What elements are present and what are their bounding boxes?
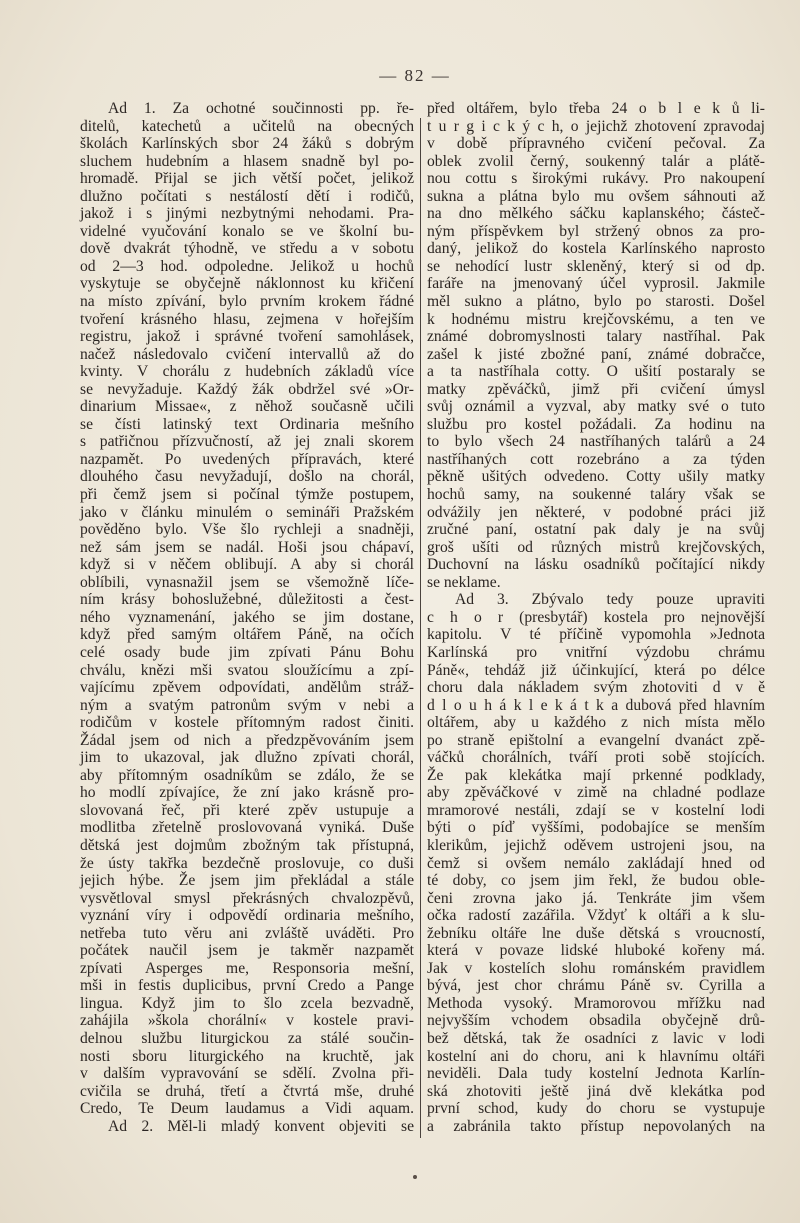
text-line: první schod, kudy do choru se vystupuje bbox=[427, 1100, 765, 1118]
text-line: sluchem hudebním a hlasem snadně byl po- bbox=[80, 152, 414, 170]
text-line: s patřičnou přízvučností, až jej znali skorem bbox=[80, 433, 414, 451]
text-line: aby zpěváčkové v zimě na chladné podlaze bbox=[427, 784, 765, 802]
left-text-column bbox=[80, 100, 414, 1135]
text-line: ho modlí zpívajíce, že zní jako krásně pro- bbox=[80, 784, 414, 802]
text-line: načež následovalo cvičení intervallů až do bbox=[80, 345, 414, 363]
text-line: při čemž jsem si počínal týmže postupem, bbox=[80, 486, 414, 504]
text-line: očka radostí zazářila. Vždyť k oltáři a k slu- bbox=[427, 907, 765, 925]
text-line: když před samým oltářem Páně, na očích bbox=[80, 626, 414, 644]
text-line: vyznání víry i odpovědí ordinaria mešního, bbox=[80, 907, 414, 925]
text-line: t u r g i c k ý c h, o jejichž zhotovení zpravodaj bbox=[427, 117, 765, 135]
text-line: vyskytuje se obyčejně náklonnost ku křičení bbox=[80, 275, 414, 293]
text-line: nosti sboru liturgického na kruchtě, jak bbox=[80, 1047, 414, 1065]
text-line: Ad 3. Zbývalo tedy pouze upraviti bbox=[455, 591, 765, 609]
text-line: známé dobromyslnosti talary nastříhal. Pak bbox=[427, 328, 765, 346]
text-line: čeni zrovna jako já. Tenkráte jim všem bbox=[427, 889, 765, 907]
text-line: pověděno bylo. Vše šlo rychleji a snadněji, bbox=[80, 521, 414, 539]
text-line: slovovaná řeč, při které zpěv ustupuje a bbox=[80, 801, 414, 819]
text-line: se nevyžaduje. Každý žák obdržel své »Or- bbox=[80, 380, 414, 398]
text-line: jakož i s jinými nezbytnými nehodami. Pra- bbox=[80, 205, 414, 223]
text-line: hromadě. Přijal se jich větší počet, jelikož bbox=[80, 170, 414, 188]
text-line: se neklame. bbox=[427, 573, 501, 591]
text-line: faráře na jmenovaný účel vyprosil. Jakmile bbox=[427, 275, 765, 293]
text-line: modlitba zřetelně proslovovaná vyniká. Duše bbox=[80, 819, 414, 837]
text-line: Páně«, tehdáž již účinkující, která po délce bbox=[427, 661, 765, 679]
text-line: Methoda vysoký. Mramorovou mřížku nad bbox=[427, 994, 765, 1012]
text-line: býti o píď vyššími, podobajíce se menším bbox=[427, 819, 765, 837]
text-line: před oltářem, bylo třeba 24 o b l e k ů li- bbox=[427, 100, 765, 117]
text-line: mši in festis duplicibus, první Credo a Pange bbox=[80, 977, 414, 995]
text-line: neviděli. Dala tudy kostelní Jednota Karlín- bbox=[427, 1065, 765, 1083]
text-line: od 2—3 hod. odpoledne. Jelikož u hochů bbox=[80, 257, 414, 275]
text-line: vajícímu zpěvem odpovídati, andělům stráž- bbox=[80, 679, 414, 697]
text-line: rodičům v kostele přítomným radost činiti. bbox=[80, 714, 414, 732]
text-line: cvičila se druhá, třetí a čtvrtá mše, druhé bbox=[80, 1082, 414, 1100]
text-line: ného vyznamenání, jakého se jim dostane, bbox=[80, 608, 414, 626]
text-line: Jak v kostelích slohu románském pravidlem bbox=[427, 959, 765, 977]
text-line: odvážily jen některé, v podobné práci již bbox=[427, 503, 765, 521]
text-line: ská zhotoviti ještě jiná dvě klekátka pod bbox=[427, 1082, 765, 1100]
text-line: zašel k jisté zbožné paní, známé dobračce, bbox=[427, 345, 765, 363]
text-line: dově dvakrát týhodně, ve středu a v sobotu bbox=[80, 240, 414, 258]
text-line: videlné vyučování konalo se ve školní bu- bbox=[80, 222, 414, 240]
text-line: jejich hýbe. Že jsem jim překládal a stále bbox=[80, 872, 414, 890]
text-line: že ústy takřka bezdečně proslovuje, co duši bbox=[80, 854, 414, 872]
text-line: a ta nastříhala cotty. O ušití postaraly se bbox=[427, 363, 765, 381]
text-line: k hodnému mistru krejčovskému, a ten ve bbox=[427, 310, 765, 328]
text-line: zručné paní, ostatní pak daly je na svůj bbox=[427, 521, 765, 539]
text-line: matky zpěváčků, jimž při cvičení úmysl bbox=[427, 380, 765, 398]
text-line: Credo, Te Deum laudamus a Vidi aquam. bbox=[80, 1100, 414, 1118]
text-line: na místo zpívání, bylo prvním krokem řádné bbox=[80, 293, 414, 311]
text-line: Ad 1. Za ochotné součinnosti pp. ře- bbox=[108, 100, 414, 117]
text-line: váčků chorálních, tváří proti sobě stojících. bbox=[427, 749, 765, 767]
text-line: kostelní ani do choru, ani k hlavnímu oltáři bbox=[427, 1047, 765, 1065]
text-line: Karlínská pro vnitřní výzdobu chrámu bbox=[427, 643, 765, 661]
text-line: daný, jelikož do kostela Karlínského naprosto bbox=[427, 240, 765, 258]
text-line: v dalším vypravování se sdělí. Zvolna při- bbox=[80, 1065, 414, 1083]
text-line: Že pak klekátka mají prkenné podklady, bbox=[427, 766, 765, 784]
text-line: Duchovní na lásku osadníků počítající nikdy bbox=[427, 556, 765, 574]
text-line: pěkně ušitých odvedeno. Cotty ušily matky bbox=[427, 468, 765, 486]
text-line: ným a svatým patronům svým v nebi a bbox=[80, 696, 414, 714]
text-line: aby přítomným osadníkům se zdálo, že se bbox=[80, 766, 414, 784]
text-line: se nehodící lustr skleněný, který si od dp. bbox=[427, 257, 765, 275]
page-mark bbox=[413, 1175, 417, 1179]
text-line: na dno mělkého sáčku kaplanského; částeč- bbox=[427, 205, 765, 223]
text-line: v době přípravného cvičení pečoval. Za bbox=[427, 135, 765, 153]
text-line: klerikům, jejichž oděvem ustrojeni jsou, na bbox=[427, 836, 765, 854]
text-line: té doby, co jsem jim řekl, že budou oble- bbox=[427, 872, 765, 890]
column-divider bbox=[420, 118, 421, 1138]
text-line: která v povaze lidské hluboké kořeny má. bbox=[427, 942, 765, 960]
text-line: dlouhého času nevyžadují, došlo na chorál, bbox=[80, 468, 414, 486]
text-line: mramorové nestáli, zdají se v kostelní lodi bbox=[427, 801, 765, 819]
text-line: nastříhaných cott rozebráno a za týden bbox=[427, 450, 765, 468]
text-line: chválu, knězi mši svatou sloužícímu a zpí- bbox=[80, 661, 414, 679]
text-line: se čísti latinský text Ordinaria mešního bbox=[80, 415, 414, 433]
text-line: žebníku oltáře lne duše dětská s vroucností, bbox=[427, 924, 765, 942]
text-line: zahájila »škola chorální« v kostele pravi- bbox=[80, 1012, 414, 1030]
text-line: kvinty. V chorálu z hudebních základů více bbox=[80, 363, 414, 381]
text-line: počátek naučil jsem je takměr nazpamět bbox=[80, 942, 414, 960]
text-line: groš ušíti od různých mistrů krejčovských, bbox=[427, 538, 765, 556]
text-line: čemž si ovšem nemálo zakládají hned od bbox=[427, 854, 765, 872]
text-line: zpívati Asperges me, Responsoria mešní, bbox=[80, 959, 414, 977]
text-line: registru, jakož i správné tvoření samohlásek, bbox=[80, 328, 414, 346]
text-line: ditelů, katechetů a učitelů na obecných bbox=[80, 117, 414, 135]
right-text-column bbox=[427, 100, 765, 1135]
text-line: kapitolu. V té příčině vypomohla »Jednota bbox=[427, 626, 765, 644]
text-line: bývá, jest chor chrámu Páně sv. Cyrilla a bbox=[427, 977, 765, 995]
text-line: bež dětská, tak že osadníci z lavic v lodi bbox=[427, 1029, 765, 1047]
text-line: jako v článku minulém o semináři Pražském bbox=[80, 503, 414, 521]
text-line: c h o r (presbytář) kostela pro nejnovější bbox=[427, 608, 765, 626]
text-line: Ad 2. Měl-li mladý konvent objeviti se bbox=[108, 1117, 414, 1135]
text-line: hochů samy, na soukenné taláry však se bbox=[427, 486, 765, 504]
text-line: službu pro kostel požádali. Za hodinu na bbox=[427, 415, 765, 433]
text-line: sukna a plátna bylo mu ovšem sáhnouti až bbox=[427, 187, 765, 205]
page-number: — 82 — bbox=[379, 66, 451, 85]
text-line: když si v něčem oblibují. A aby si chorál bbox=[80, 556, 414, 574]
text-line: jim to ukazoval, jak dlužno zpívati chorál, bbox=[80, 749, 414, 767]
text-line: netřeba tuto věru ani zvláště uváděti. Pro bbox=[80, 924, 414, 942]
text-line: choru dala nákladem svým zhotoviti d v ě bbox=[427, 679, 765, 697]
text-line: vysvětloval smysl překrásných chvalozpěvů, bbox=[80, 889, 414, 907]
text-line: celé osady bude jim zpívati Pánu Bohu bbox=[80, 643, 414, 661]
text-line: než sám jsem se nadál. Hoši jsou chápaví, bbox=[80, 538, 414, 556]
text-line: tvoření krásného hlasu, zejmena v hořejším bbox=[80, 310, 414, 328]
text-line: dětská jest dojmům zbožným tak přístupná, bbox=[80, 836, 414, 854]
text-line: po straně epištolní a evangelní dvanáct zpě- bbox=[427, 731, 765, 749]
text-line: nazpamět. Po uvedených přípravách, které bbox=[80, 450, 414, 468]
text-line: oltářem, aby u každého z nich místa mělo bbox=[427, 714, 765, 732]
text-line: dinarium Missae«, z něhož současně učili bbox=[80, 398, 414, 416]
text-line: oblíbili, vynasnažil jsem se všemožně líče- bbox=[80, 573, 414, 591]
text-line: delnou službu liturgickou za stálé součin- bbox=[80, 1029, 414, 1047]
text-line: d l o u h á k l e k á t k a dubová před hlavním bbox=[427, 696, 765, 714]
text-line: to bylo všech 24 nastříhaných talárů a 24 bbox=[427, 433, 765, 451]
text-line: lingua. Když jim to šlo zcela bezvadně, bbox=[80, 994, 414, 1012]
text-line: nejvyšším vchodem obsadila obyčejně drů- bbox=[427, 1012, 765, 1030]
text-line: oblek zvolil černý, soukenný talár a plátě- bbox=[427, 152, 765, 170]
text-line: školách Karlínských sbor 24 žáků s dobrým bbox=[80, 135, 414, 153]
text-line: nou cottu s širokými rukávy. Pro nakoupení bbox=[427, 170, 765, 188]
text-line: Žádal jsem od nich a předzpěvováním jsem bbox=[80, 731, 414, 749]
text-line: a zabránila takto přístup nepovolaných na bbox=[427, 1117, 765, 1135]
text-line: ním krásy bohoslužebné, důležitosti a čest- bbox=[80, 591, 414, 609]
text-line: dlužno počítati s nestálostí dětí i rodičů, bbox=[80, 187, 414, 205]
text-line: ným příspěvkem byl stržený obnos za pro- bbox=[427, 222, 765, 240]
text-line: měl sukno a plátno, bylo po starosti. Došel bbox=[427, 293, 765, 311]
text-line: svůj oznámil a vyzval, aby matky své o tuto bbox=[427, 398, 765, 416]
